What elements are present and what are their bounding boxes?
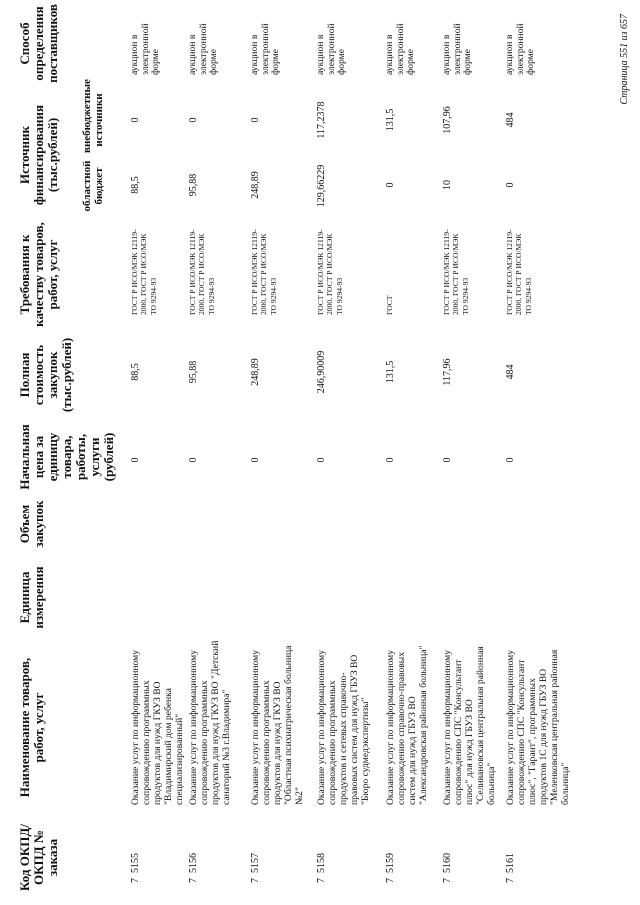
row-total: 248,89: [250, 358, 261, 386]
row-offbudget: 0: [250, 117, 261, 123]
row-price: 0: [188, 457, 199, 463]
header-requirements: Требования к качеству товаров, работ, услуг: [17, 222, 61, 327]
header-volume: Объем закупок: [17, 500, 47, 548]
header-unit: Единица измерения: [17, 566, 47, 629]
row-requirements: ГОСТ Р ИСО/МЭК 12119-2000, ГОСТ Р ИСО/МЭК ТО 9294-93: [505, 229, 533, 315]
row-price: 0: [385, 457, 396, 463]
row-requirements: ГОСТ Р ИСО/МЭК 12119-2000, ГОСТ Р ИСО/МЭК ТО 9294-93: [250, 229, 278, 315]
row-code: 7: [250, 878, 261, 883]
row-name: Оказание услуг по информационному сопровождению программных продуктов для нужд ГКУЗ ВО "Детский санаторий №3 г.Владимира": [188, 640, 233, 805]
row-code: 7: [316, 878, 327, 883]
row-requirements: ГОСТ Р ИСО/МЭК 12119-2000, ГОСТ Р ИСО/МЭК ТО 9294-93: [188, 229, 216, 315]
row-code: 7: [130, 878, 141, 883]
row-price: 0: [130, 457, 141, 463]
row-method: аукцион в электронной форме: [315, 23, 348, 75]
row-price: 0: [250, 457, 261, 463]
row-offbudget: 0: [188, 117, 199, 123]
row-offbudget: 117,2378: [316, 101, 327, 139]
row-total: 246,90009: [316, 350, 327, 394]
row-name: Оказание услуг по информационному сопровождению СПС "Консультант плюс" для нужд ГБУЗ ВО "Селивановская центральная районная больница": [442, 646, 498, 805]
row-method: аукцион в электронной форме: [187, 23, 220, 75]
row-regional: 129,66229: [316, 164, 327, 208]
row-order: 5161: [505, 853, 516, 873]
row-requirements: ГОСТ Р ИСО/МЭК 12119-2000, ГОСТ Р ИСО/МЭК ТО 9294-93: [316, 229, 344, 315]
row-price: 0: [442, 457, 453, 463]
row-order: 5155: [130, 853, 141, 873]
row-price: 0: [316, 457, 327, 463]
header-funding: Источник финансирования (тыс.рублей): [17, 104, 61, 206]
row-regional: 88,5: [130, 176, 141, 194]
row-method: аукцион в электронной форме: [441, 23, 474, 75]
row-code: 7: [385, 878, 396, 883]
row-method: аукцион в электронной форме: [384, 23, 417, 75]
row-method: аукцион в электронной форме: [249, 23, 282, 75]
row-order: 5156: [188, 853, 199, 873]
header-funding-regional: областной бюджет: [81, 160, 105, 212]
row-order: 5158: [316, 853, 327, 873]
row-total: 484: [505, 364, 516, 380]
row-name: Оказание услуг по информационному сопровождению справочно-правовых систем для нужд ГБУЗ ВО "Александровская районная больница": [385, 645, 430, 805]
row-price: 0: [505, 457, 516, 463]
row-name: Оказание услуг по информационному сопровождению СПС "Консультант плюс", "Гарант", программных продуктов 1С для нужд ГБУЗ ВО "Меленковская центральная районная больница": [505, 649, 572, 805]
row-offbudget: 484: [505, 112, 516, 128]
row-regional: 10: [442, 180, 453, 190]
row-regional: 0: [505, 182, 516, 188]
header-code: Код ОКПД/ ОКПД № заказа: [17, 824, 61, 891]
page-number: Страница 551 из 657: [619, 14, 630, 105]
row-name: Оказание услуг по информационному сопровождению программных продуктов и сетевых справочно-правовых систем для нужд ГБУЗ ВО "Бюро судмедэкспертизы": [316, 650, 372, 805]
row-requirements: ГОСТ Р ИСО/МЭК 12119-2000, ГОСТ Р ИСО/МЭК ТО 9294-93: [130, 229, 158, 315]
row-order: 5160: [442, 853, 453, 873]
row-regional: 248,89: [250, 171, 261, 199]
row-regional: 95,88: [188, 173, 199, 197]
header-method: Способ определения поставщиков: [17, 4, 61, 83]
row-code: 7: [442, 878, 453, 883]
row-total: 95,88: [188, 360, 199, 384]
row-order: 5157: [250, 853, 261, 873]
header-price: Начальная цена за единицу товара, работы, услуги (рублей): [17, 424, 117, 490]
header-name: Наименование товаров, работ, услуг: [17, 657, 47, 798]
row-offbudget: 0: [130, 117, 141, 123]
row-offbudget: 131,5: [385, 108, 396, 132]
row-regional: 0: [385, 182, 396, 188]
row-requirements: ГОСТ Р ИСО/МЭК 12119-2000, ГОСТ Р ИСО/МЭК ТО 9294-93: [442, 229, 470, 315]
header-funding-offbudget: внебюджетные источники: [81, 79, 105, 153]
row-method: аукцион в электронной форме: [129, 23, 162, 75]
row-name: Оказание услуг по информационному сопровождению программных продуктов для нужд ГКУЗ ВО "Областная психиатрическая больница №2": [250, 645, 306, 805]
row-order: 5159: [385, 853, 396, 873]
row-total: 88,5: [130, 363, 141, 381]
row-requirements: ГОСТ: [385, 295, 394, 315]
row-code: 7: [505, 878, 516, 883]
row-total: 117,96: [442, 358, 453, 386]
row-code: 7: [188, 878, 199, 883]
row-offbudget: 107,96: [442, 106, 453, 134]
row-method: аукцион в электронной форме: [504, 23, 537, 75]
row-total: 131,5: [385, 360, 396, 384]
header-total: Полная стоимость закупок (тыс.рублей): [17, 337, 75, 413]
row-name: Оказание услуг по информационному сопровождению программных продуктов для нужд ГКУЗ ВО "Владимирский дом ребенка специализированный": [130, 650, 186, 805]
